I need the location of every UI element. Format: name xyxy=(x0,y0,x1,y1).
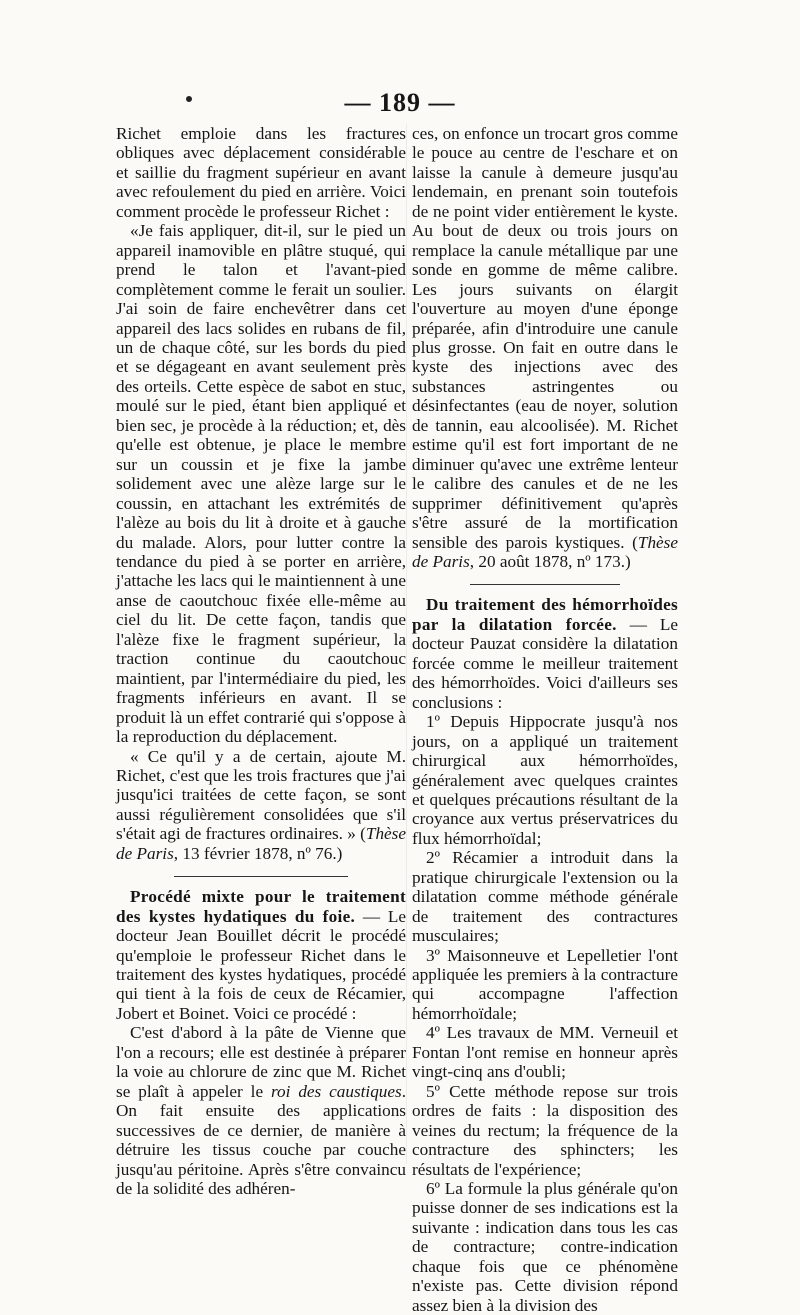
section-heading: Procédé mixte pour le traitement des kystes hydatiques du foie. xyxy=(116,887,406,926)
list-item: 6º La formule la plus générale qu'on puisse donner de ses indications est la suivante : indication dans tous les cas de contracture; contre-indication chaque fois que ce phénomène n'existe pas. Cette division répond assez bien à la division des xyxy=(412,1179,678,1315)
paragraph xyxy=(116,747,406,864)
list-item: 1º Depuis Hippocrate jusqu'à nos jours, on a appliqué un traitement chirurgical aux hémorrhoïdes, généralement avec quelques craintes et quelques précautions résultant de la croyance aux vertus préservatrices du flux hémorrhoïdal; xyxy=(412,712,678,848)
citation: Thèse de Paris xyxy=(412,532,678,571)
citation-details: , 13 février 1878, nº 76.) xyxy=(173,843,343,863)
paragraph-text: C'est d'abord à la pâte de Vienne que l'on a recours; elle est destinée à préparer la voie au chlorure de zinc que M. Richet se plaît à appeler le xyxy=(116,1023,406,1101)
emphasis: roi des caustiques xyxy=(271,1081,402,1101)
paragraph: «Je fais appliquer, dit-il, sur le pied un appareil inamovible en plâtre stuqué, qui prend le talon et l'avant-pied complètement comme le ferait un soulier. J'ai soin de faire enchevêtrer dans cet appareil des lacs solides en rubans de fil, un de chaque côté, sur les bords du pied et se dégageant en avant seulement près des orteils. Cette espèce de sabot en stuc, moulé sur le pied, étant bien appliqué et bien sec, je procède à la réduction; et, dès qu'elle est obtenue, je place le membre sur un coussin et je fixe la jambe solidement avec une alèze large sur le coussin, en attachant les extrémités de l'alèze au bois du lit à droite et à gauche du malade. Alors, pour lutter contre la tendance du pied à se porter en arrière, j'attache les lacs qui le maintiennent à une anse de caoutchouc fixée elle-même au ciel du lit. De cette façon, tandis que l'alèze fixe le fragment supérieur, la traction continue du caoutchouc maintient, par l'intermédiaire du pied, les fragments inférieurs en avant. Il se produit là un effet contrarié qui s'oppose à la reproduction du déplacement. xyxy=(116,221,406,747)
paragraph: Richet emploie dans les fractures obliques avec déplacement considérable et saillie du fragment supérieur en avant avec refoulement du pied en arrière. Voici comment procède le professeur Richet : xyxy=(116,124,406,221)
right-column xyxy=(412,124,678,1315)
list-item: 5º Cette méthode repose sur trois ordres de faits : la disposition des veines du rectum; la fréquence de la contracture des sphincters; les résultats de l'expérience; xyxy=(412,1081,678,1179)
paragraph-text: — Le docteur Jean Bouillet décrit le procédé qu'emploie le professeur Richet dans le traitement des kystes hydatiques, procédé qui tient à la fois de ceux de Récamier, Jobert et Boinet. Voici ce procédé : xyxy=(116,906,406,1023)
section-divider xyxy=(174,876,348,877)
paragraph-text: « Ce qu'il y a de certain, ajoute M. Richet, c'est que les trois fractures que j'ai jusqu'ici traitées de cette façon, se sont aussi régulièrement consolidées que s'il s'était agi de fractures ordinaires. » ( xyxy=(116,746,406,844)
citation: Thèse de Paris xyxy=(116,824,406,863)
list-item: 4º Les travaux de MM. Verneuil et Fontan l'ont remise en honneur après vingt-cinq ans d'oubli; xyxy=(412,1023,678,1082)
paragraph-text: . On fait ensuite des applications successives de ce dernier, de manière à détruire les tissus couche par couche jusqu'au péritoine. Après s'être convaincu de la solidité des adhéren- xyxy=(116,1081,406,1199)
section-heading: Du traitement des hémorrhoïdes par la dilatation forcée. xyxy=(412,595,678,634)
paragraph xyxy=(116,1023,406,1198)
list-item: 3º Maisonneuve et Lepelletier l'ont appliquée les premiers à la contracture qui accompagne l'affection hémorrhoïdale; xyxy=(412,945,678,1023)
citation-details: , 20 août 1878, nº 173.) xyxy=(469,551,631,571)
section-divider xyxy=(470,584,620,585)
paragraph-text: — Le docteur Pauzat considère la dilatation forcée comme le meilleur traitement des hémorrhoïdes. Voici d'ailleurs ses conclusions : xyxy=(412,614,678,712)
paragraph-text: ces, on enfonce un trocart gros comme le pouce au centre de l'eschare et on laisse la canule à demeure jusqu'au lendemain, en prenant soin toutefois de ne point vider entièrement le kyste. Au bout de deux ou trois jours on remplace la canule métallique par une sonde en gomme de même calibre. Les jours suivants on élargit l'ouverture au moyen d'une éponge préparée, afin d'introduire une canule plus grosse. On fait en outre dans le kyste des injections avec des substances astringentes ou désinfectantes (eau de noyer, solution de tannin, eau alcoolisée). M. Richet estime qu'il est fort important de ne diminuer qu'avec une extrême lenteur le calibre des canules et de ne les supprimer définitivement qu'après s'être assuré de la mortification sensible des parois kystiques. ( xyxy=(412,124,678,552)
page-number: — 189 — xyxy=(344,88,456,117)
column-gutter xyxy=(406,124,407,1164)
section-paragraph xyxy=(116,887,406,1023)
list-item: 2º Récamier a introduit dans la pratique chirurgicale l'extension ou la dilatation comme méthode générale de traitement des contractures musculaires; xyxy=(412,848,678,946)
left-column xyxy=(116,124,406,1198)
section-paragraph xyxy=(412,595,678,712)
paragraph xyxy=(412,124,678,571)
